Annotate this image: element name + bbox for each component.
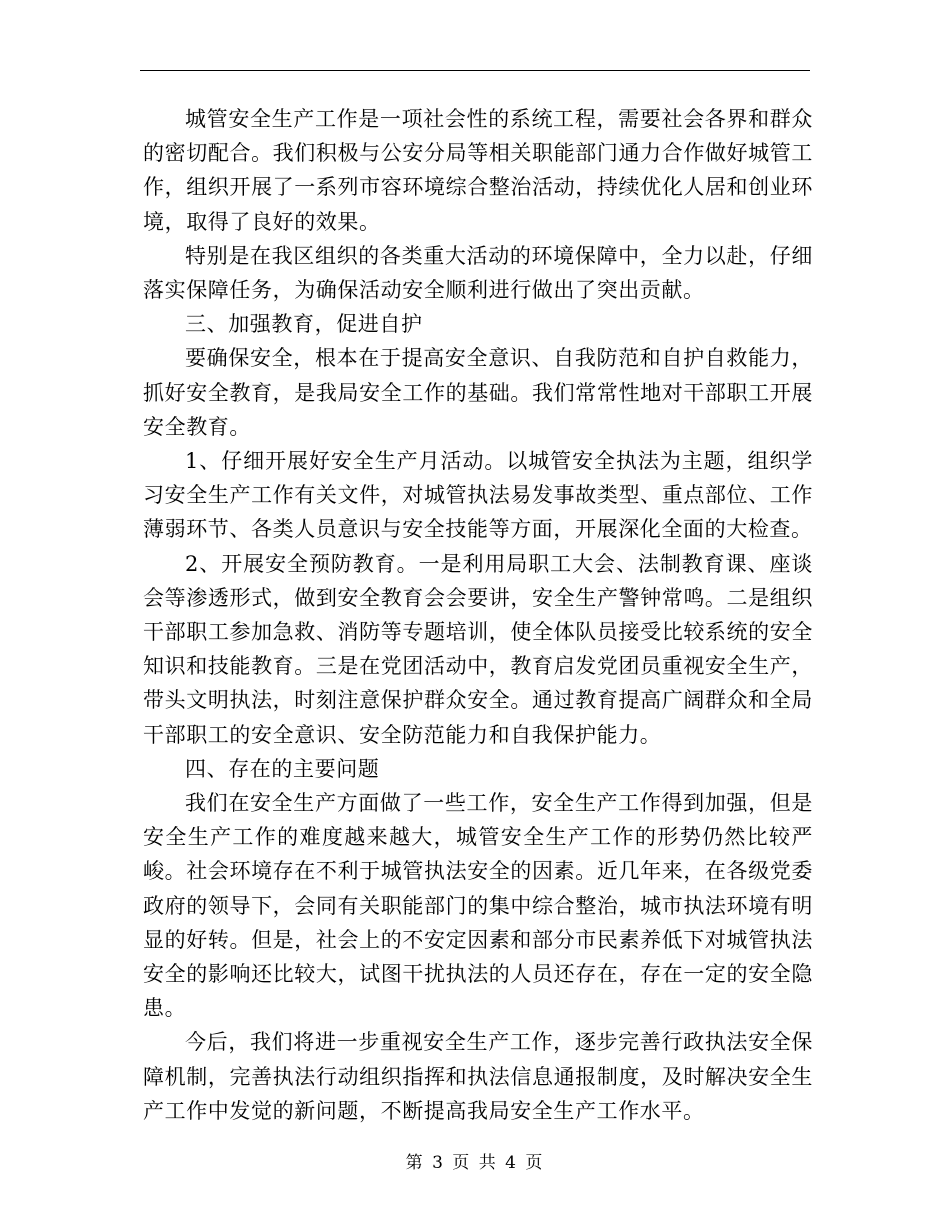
section-heading-4: 四、存在的主要问题 [185, 756, 380, 781]
page-number-footer: 第 3 页 共 4 页 [405, 1153, 545, 1173]
list-item-2: 2、开展安全预防教育。一是利用局职工大会、法制教育课、座谈会等渗透形式，做到安全教育会会要讲，安全生产警钟常鸣。二是组织干部职工参加急救、消防等专题培训，使全体队员接受比较系统的安全知识和技能教育。三是在党团活动中，教育启发党团员重视安全生产，带头文明执法，时刻注意保护群众安全。通过教育提高广阔群众和全局干部职工的安全意识、安全防范能力和自我保护能力。 [143, 551, 813, 747]
section-heading-3: 三、加强教育，促进自护 [185, 312, 423, 337]
paragraph-4: 我们在安全生产方面做了一些工作，安全生产工作得到加强，但是安全生产工作的难度越来越大，城管安全生产工作的形势仍然比较严峻。社会环境存在不利于城管执法安全的因素。近几年来，在各级党委政府的领导下，会同有关职能部门的集中综合整治，城市执法环境有明显的好转。但是，社会上的不安定因素和部分市民素养低下对城管执法安全的影响还比较大，试图干扰执法的人员还存在，存在一定的安全隐患。 [143, 791, 813, 1021]
paragraph-5: 今后，我们将进一步重视安全生产工作，逐步完善行政执法安全保障机制，完善执法行动组织指挥和执法信息通报制度，及时解决安全生产工作中发觉的新问题，不断提高我局安全生产工作水平。 [143, 1030, 813, 1123]
document-body [143, 102, 813, 1128]
list-item-1: 1、仔细开展好安全生产月活动。以城管安全执法为主题，组织学习安全生产工作有关文件，对城管执法易发事故类型、重点部位、工作薄弱环节、各类人员意识与安全技能等方面，开展深化全面的大检查。 [143, 449, 813, 542]
paragraph-3: 要确保安全，根本在于提高安全意识、自我防范和自护自救能力，抓好安全教育，是我局安全工作的基础。我们常常性地对干部职工开展安全教育。 [143, 346, 813, 439]
header-rule [140, 70, 810, 71]
paragraph-1: 城管安全生产工作是一项社会性的系统工程，需要社会各界和群众的密切配合。我们积极与公安分局等相关职能部门通力合作做好城管工作，组织开展了一系列市容环境综合整治活动，持续优化人居和创业环境，取得了良好的效果。 [143, 107, 813, 234]
paragraph-2: 特别是在我区组织的各类重大活动的环境保障中，全力以赴，仔细落实保障任务，为确保活动安全顺利进行做出了突出贡献。 [143, 243, 813, 303]
